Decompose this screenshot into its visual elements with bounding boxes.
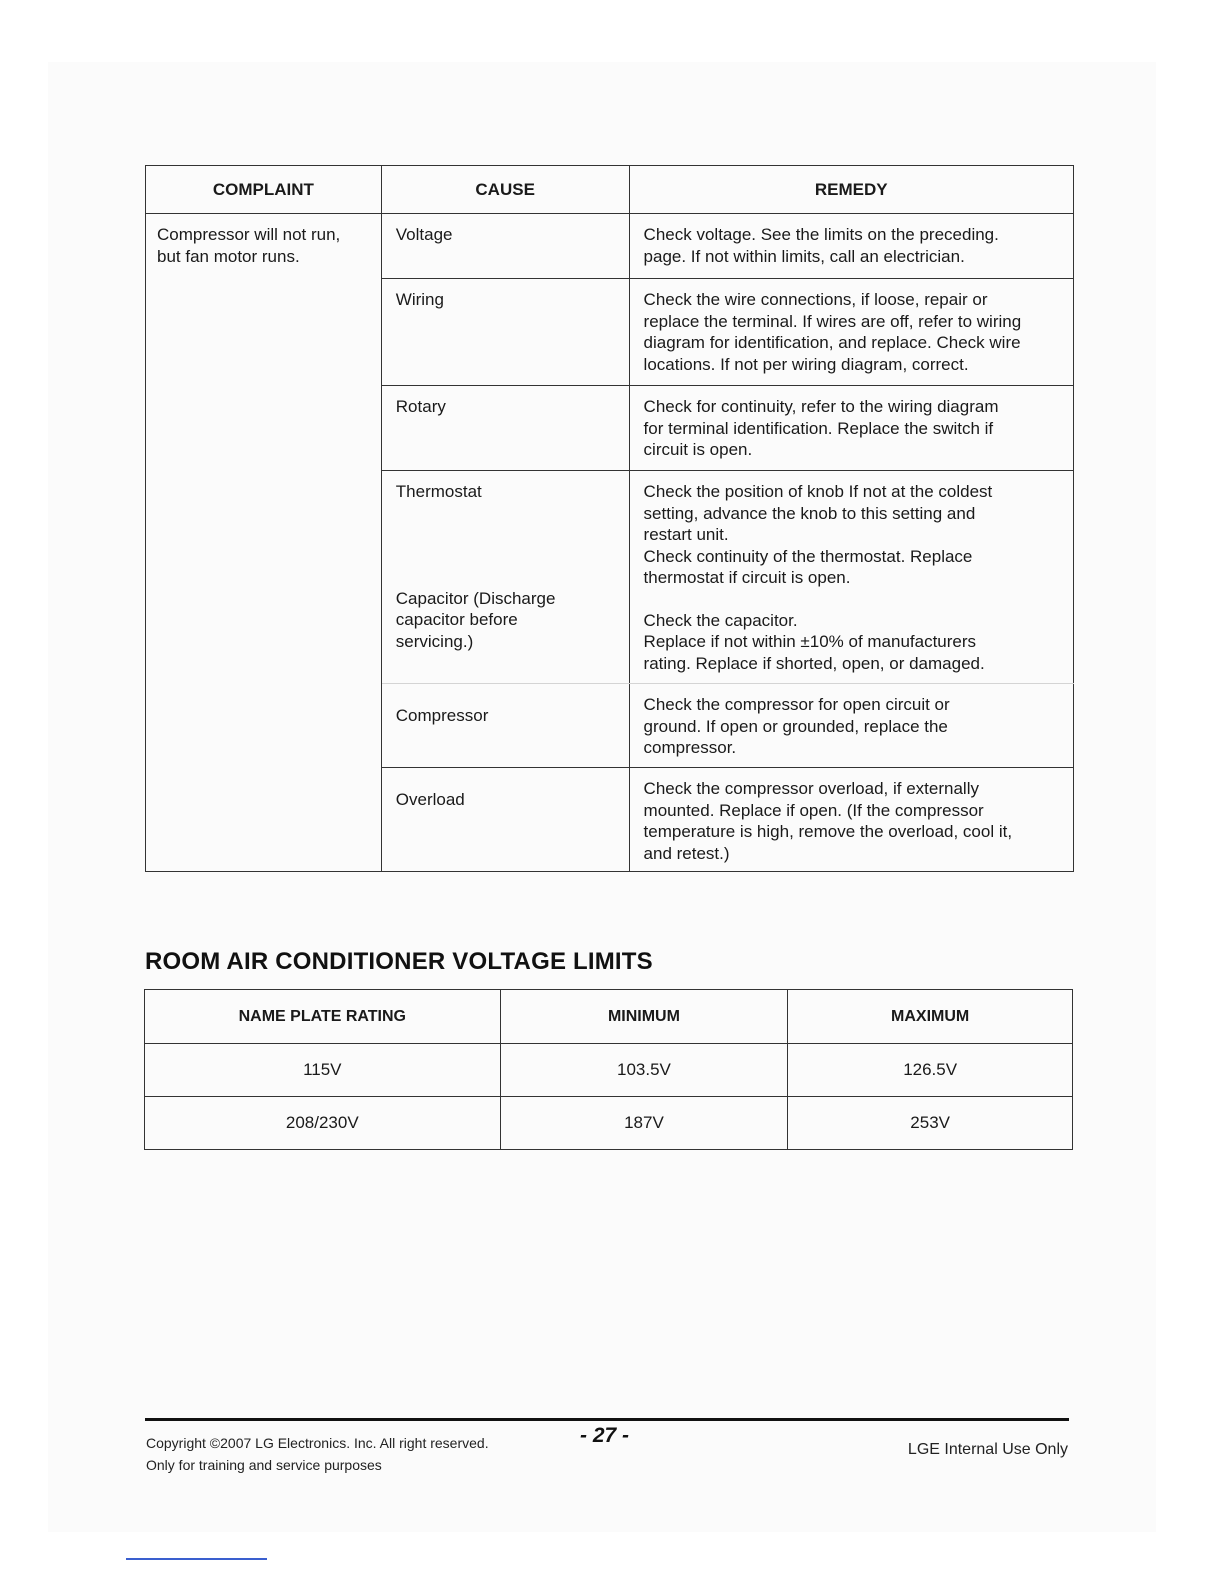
maximum-header: MAXIMUM	[788, 990, 1073, 1044]
cause-line	[396, 567, 615, 589]
remedy-line: replace the terminal. If wires are off, refer to wiring	[643, 311, 1022, 331]
remedy-line: rating. Replace if shorted, open, or damaged.	[643, 653, 985, 673]
table-row	[145, 1097, 1073, 1150]
cause-cell	[381, 214, 629, 279]
cause-line: Compressor	[395, 706, 489, 725]
remedy-line: Check continuity of the thermostat. Replace	[643, 546, 973, 566]
cause-line	[396, 524, 615, 546]
cause-line	[396, 503, 615, 525]
page-number: - 27 -	[580, 1424, 630, 1447]
remedy-line: compressor.	[643, 738, 737, 757]
cause-line: Overload	[395, 790, 465, 809]
remedy-line: Check the compressor for open circuit or	[643, 695, 950, 714]
copyright-text: Copyright ©2007 LG Electronics. Inc. All right reserved.	[146, 1435, 489, 1451]
voltage-limits-table	[144, 989, 1073, 1150]
remedy-cell	[629, 214, 1073, 279]
table-row	[145, 1044, 1073, 1097]
cause-line: capacitor before	[395, 610, 518, 629]
name-plate-rating-cell: 115V	[145, 1044, 501, 1097]
minimum-header: MINIMUM	[500, 990, 788, 1044]
remedy-line: mounted. Replace if open. (If the compressor	[643, 800, 984, 820]
remedy-cell	[629, 768, 1073, 872]
cause-line: Thermostat	[395, 482, 482, 501]
cause-line: Wiring	[395, 290, 444, 309]
footer-divider	[145, 1418, 1069, 1421]
remedy-cell	[629, 386, 1073, 471]
remedy-line: and retest.)	[643, 843, 730, 863]
minimum-cell: 103.5V	[500, 1044, 788, 1097]
complaint-line: Compressor will not run,	[157, 225, 341, 244]
cause-cell	[381, 471, 629, 684]
complaint-header: COMPLAINT	[146, 166, 382, 214]
name-plate-rating-header: NAME PLATE RATING	[145, 990, 501, 1044]
remedy-line: Check for continuity, refer to the wiring diagram	[643, 397, 999, 416]
training-note: Only for training and service purposes	[146, 1457, 382, 1473]
remedy-cell	[629, 471, 1073, 684]
troubleshooting-header-row	[146, 166, 1074, 214]
cause-line: servicing.)	[395, 631, 474, 651]
remedy-line: thermostat if circuit is open.	[643, 568, 851, 587]
remedy-line: restart unit.	[643, 525, 729, 544]
complaint-cell	[146, 214, 382, 872]
remedy-line: Replace if not within ±10% of manufacturers	[643, 632, 977, 651]
remedy-line: setting, advance the knob to this setting and	[643, 503, 976, 523]
remedy-line: page. If not within limits, call an electrician.	[643, 246, 965, 266]
remedy-line: Check the capacitor.	[643, 610, 798, 630]
remedy-cell	[629, 684, 1073, 768]
cause-cell	[381, 684, 629, 768]
remedy-line: temperature is high, remove the overload, cool it,	[643, 822, 1013, 841]
remedy-line: Check the position of knob If not at the coldest	[643, 482, 993, 501]
cause-line	[396, 694, 615, 705]
troubleshooting-table	[145, 165, 1074, 872]
cause-header: CAUSE	[381, 166, 629, 214]
cause-cell	[381, 279, 629, 386]
cause-line: Voltage	[395, 225, 453, 244]
internal-use-label: LGE Internal Use Only	[907, 1441, 1068, 1458]
bottom-underline	[126, 1558, 267, 1560]
voltage-limits-title: ROOM AIR CONDITIONER VOLTAGE LIMITS	[145, 948, 653, 975]
footer-left	[146, 1432, 489, 1476]
remedy-line: Check the wire connections, if loose, repair or	[643, 290, 988, 309]
remedy-line: Check the compressor overload, if externally	[643, 779, 979, 798]
cause-line: Rotary	[395, 397, 446, 416]
remedy-line: diagram for identification, and replace. Check wire	[643, 333, 1021, 352]
table-row	[146, 214, 1074, 279]
minimum-cell: 187V	[500, 1097, 788, 1150]
remedy-line: ground. If open or grounded, replace the	[643, 716, 948, 736]
remedy-header: REMEDY	[629, 166, 1073, 214]
cause-line	[396, 546, 615, 568]
cause-cell	[381, 386, 629, 471]
remedy-line: for terminal identification. Replace the switch if	[643, 418, 994, 438]
remedy-line: Check voltage. See the limits on the preceding.	[643, 225, 999, 244]
remedy-line: circuit is open.	[643, 440, 753, 459]
remedy-line: locations. If not per wiring diagram, correct.	[643, 354, 969, 374]
complaint-line: but fan motor runs.	[157, 246, 300, 266]
name-plate-rating-cell: 208/230V	[145, 1097, 501, 1150]
cause-line	[396, 778, 615, 789]
cause-cell	[381, 768, 629, 872]
remedy-cell	[629, 279, 1073, 386]
voltage-header-row	[145, 990, 1073, 1044]
maximum-cell: 126.5V	[788, 1044, 1073, 1097]
maximum-cell: 253V	[788, 1097, 1073, 1150]
cause-line: Capacitor (Discharge	[395, 588, 556, 608]
